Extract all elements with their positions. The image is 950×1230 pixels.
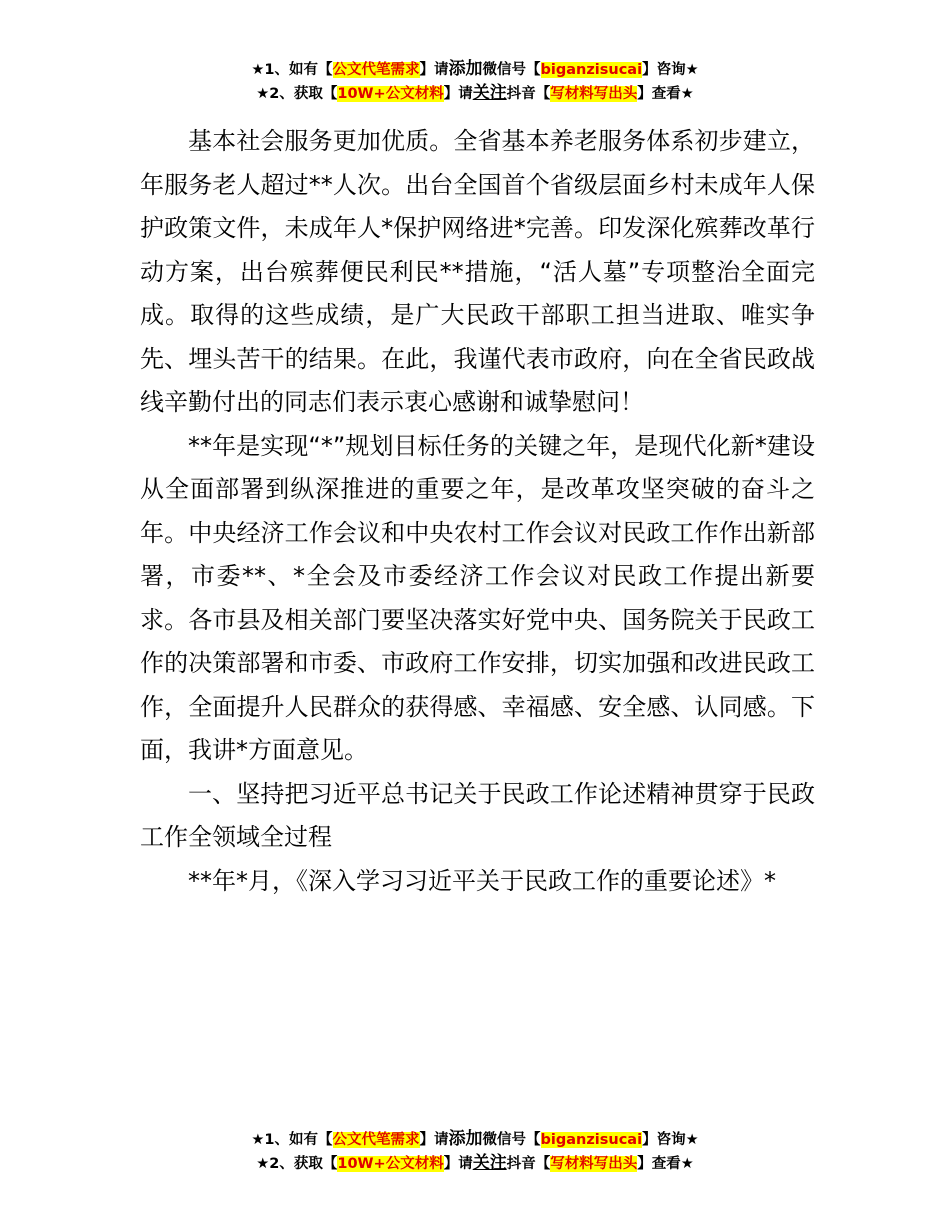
banner-emphasis: 添加 xyxy=(448,59,483,79)
banner-text: ★1、如有【 xyxy=(251,1132,333,1148)
header-banner xyxy=(0,58,950,106)
banner-highlight-service: 公文代笔需求 xyxy=(332,62,420,78)
footer-banner-line-1 xyxy=(0,1128,950,1152)
banner-emphasis: 关注 xyxy=(472,83,507,103)
banner-text: 】请 xyxy=(419,62,449,78)
banner-emphasis: 关注 xyxy=(472,1153,507,1173)
banner-highlight-wechat-id: biganzisucai xyxy=(540,62,643,78)
banner-text: 】咨询★ xyxy=(642,62,699,78)
banner-text: ★2、获取【 xyxy=(256,1156,338,1172)
footer-banner xyxy=(0,1128,950,1176)
banner-text: 】咨询★ xyxy=(642,1132,699,1148)
section-heading-1: 一、坚持把习近平总书记关于民政工作论述精神贯穿于民政工作全领域全过程 xyxy=(140,779,815,851)
footer-banner-line-2 xyxy=(0,1152,950,1176)
banner-text: ★2、获取【 xyxy=(256,86,338,102)
banner-text: 微信号【 xyxy=(482,1132,541,1148)
banner-emphasis: 添加 xyxy=(448,1129,483,1149)
body-paragraph-3: **年*月，《深入学习习近平关于民政工作的重要论述》* xyxy=(188,866,776,895)
banner-highlight-douyin-account: 写材料写出头 xyxy=(550,86,638,102)
banner-highlight-douyin-account: 写材料写出头 xyxy=(550,1156,638,1172)
banner-highlight-service: 公文代笔需求 xyxy=(332,1132,420,1148)
banner-highlight-materials: 10W+公文材料 xyxy=(337,1156,444,1172)
banner-text: 】请 xyxy=(443,86,473,102)
banner-text: 抖音【 xyxy=(506,86,551,102)
banner-text: 抖音【 xyxy=(506,1156,551,1172)
banner-text: 】查看★ xyxy=(637,86,694,102)
header-banner-line-2 xyxy=(0,82,950,106)
banner-highlight-materials: 10W+公文材料 xyxy=(337,86,444,102)
banner-text: 】查看★ xyxy=(637,1156,694,1172)
banner-highlight-wechat-id: biganzisucai xyxy=(540,1132,643,1148)
document-body xyxy=(140,120,815,903)
banner-text: 】请 xyxy=(419,1132,449,1148)
banner-text: ★1、如有【 xyxy=(251,62,333,78)
header-banner-line-1 xyxy=(0,58,950,82)
body-paragraph-2: **年是实现“*”规划目标任务的关键之年，是现代化新*建设从全面部署到纵深推进的重要之年，是改革攻坚突破的奋斗之年。中央经济工作会议和中央农村工作会议对民政工作作出新部署，市委**、*全会及市委经济工作会议对民政工作提出新要求。各市县及相关部门要坚决落实好党中央、国务院关于民政工作的决策部署和市委、市政府工作安排，切实加强和改进民政工作，全面提升人民群众的获得感、幸福感、安全感、认同感。下面，我讲*方面意见。 xyxy=(140,431,815,764)
banner-text: 】请 xyxy=(443,1156,473,1172)
banner-text: 微信号【 xyxy=(482,62,541,78)
body-paragraph-1: 基本社会服务更加优质。全省基本养老服务体系初步建立，年服务老人超过**人次。出台全国首个省级层面乡村未成年人保护政策文件，未成年人*保护网络进*完善。印发深化殡葬改革行动方案，出台殡葬便民利民**措施，“活人墓”专项整治全面完成。取得的这些成绩，是广大民政干部职工担当进取、唯实争先、埋头苦干的结果。在此，我谨代表市政府，向在全省民政战线辛勤付出的同志们表示衷心感谢和诚挚慰问！ xyxy=(140,127,815,416)
